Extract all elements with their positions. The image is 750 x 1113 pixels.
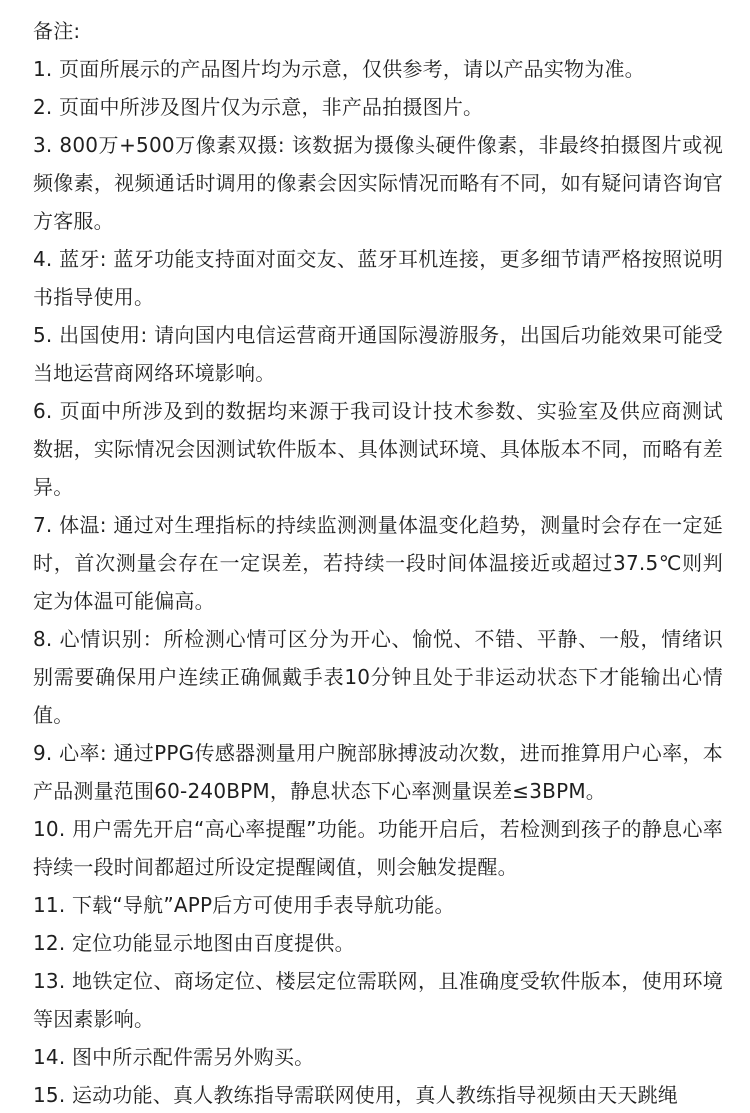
note-item-2: 2. 页面中所涉及图片仅为示意，非产品拍摄图片。 <box>33 95 484 119</box>
note-item-3: 3. 800万+500万像素双摄: 该数据为摄像头硬件像素，非最终拍摄图片或视频像素，视频通话时调用的像素会因实际情况而略有不同，如有疑问请咨询官方客服。 <box>33 133 723 233</box>
note-item-1: 1. 页面所展示的产品图片均为示意，仅供参考，请以产品实物为准。 <box>33 57 645 81</box>
note-item-5: 5. 出国使用: 请向国内电信运营商开通国际漫游服务，出国后功能效果可能受当地运营商网络环境影响。 <box>33 323 723 385</box>
note-item-13: 13. 地铁定位、商场定位、楼层定位需联网，且准确度受软件版本，使用环境等因素影响。 <box>33 969 723 1031</box>
note-item-6: 6. 页面中所涉及到的数据均来源于我司设计技术参数、实验室及供应商测试数据，实际情况会因测试软件版本、具体测试环境、具体版本不同，而略有差异。 <box>33 399 723 499</box>
notes-list <box>33 50 723 1113</box>
note-item-14: 14. 图中所示配件需另外购买。 <box>33 1045 315 1069</box>
note-item-9: 9. 心率: 通过PPG传感器测量用户腕部脉搏波动次数，进而推算用户心率，本产品测量范围60-240BPM，静息状态下心率测量误差≤3BPM。 <box>33 741 723 803</box>
note-item-15: 15. 运动功能、真人教练指导需联网使用，真人教练指导视频由天天跳绳 <box>33 1083 678 1107</box>
note-item-12: 12. 定位功能显示地图由百度提供。 <box>33 931 355 955</box>
note-item-10: 10. 用户需先开启“高心率提醒”功能。功能开启后，若检测到孩子的静息心率持续一段时间都超过所设定提醒阈值，则会触发提醒。 <box>33 817 723 879</box>
notes-section <box>33 12 723 1113</box>
notes-title: 备注: <box>33 19 81 43</box>
note-item-7: 7. 体温: 通过对生理指标的持续监测测量体温变化趋势，测量时会存在一定延时，首次测量会存在一定误差，若持续一段时间体温接近或超过37.5℃则判定为体温可能偏高。 <box>33 513 723 613</box>
note-item-11: 11. 下载“导航”APP后方可使用手表导航功能。 <box>33 893 455 917</box>
note-item-8: 8. 心情识别：所检测心情可区分为开心、愉悦、不错、平静、一般，情绪识别需要确保用户连续正确佩戴手表10分钟且处于非运动状态下才能输出心情值。 <box>33 627 723 727</box>
note-item-4: 4. 蓝牙: 蓝牙功能支持面对面交友、蓝牙耳机连接，更多细节请严格按照说明书指导使用。 <box>33 247 723 309</box>
